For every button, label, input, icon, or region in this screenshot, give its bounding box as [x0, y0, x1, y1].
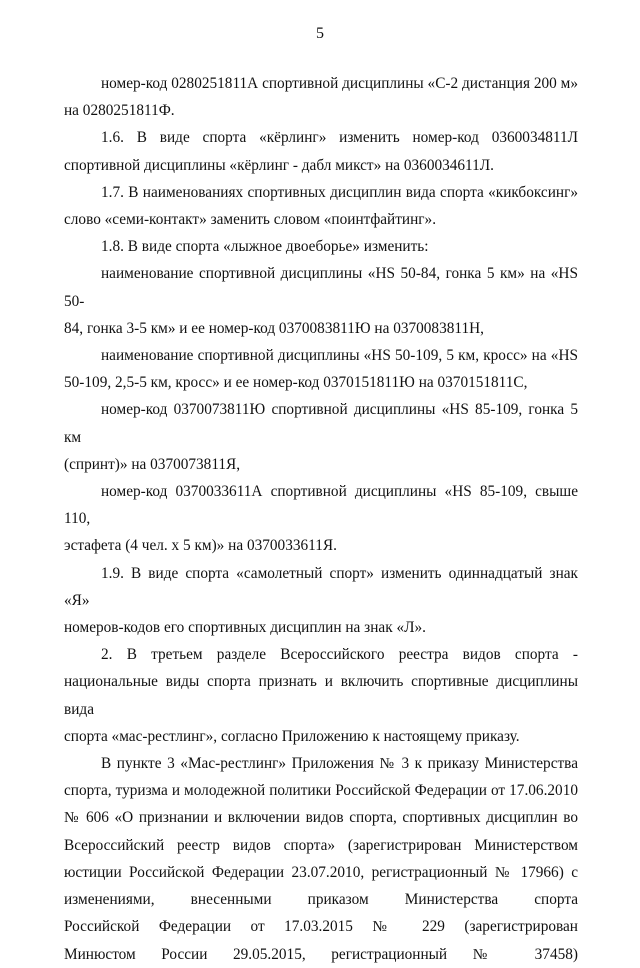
text-line: наименование спортивной дисциплины «HS 50-109, 5 км, кросс» на «HS — [101, 347, 578, 365]
text-line: спорта, туризма и молодежной политики Российской Федерации от 17.06.2010 — [64, 782, 578, 800]
text-line: номер-код 0370033611А спортивной дисциплины «HS 85-109, свыше 110, — [64, 483, 578, 528]
text-line: (спринт)» на 0370073811Я, — [64, 455, 241, 473]
paragraph-1-8-nordic-combined — [64, 233, 578, 260]
text-line: спорта «мас-рестлинг», согласно Приложению к настоящему приказу. — [64, 727, 520, 745]
text-line: эстафета (4 чел. х 5 км)» на 0370033611Я. — [64, 537, 337, 555]
paragraph-1-6-curling — [64, 124, 578, 178]
text-line: 1.6. В виде спорта «кёрлинг» изменить номер-код 0360034811Л — [101, 129, 578, 147]
text-line: юстиции Российской Федерации 23.07.2010, регистрационный № 17966) с — [64, 863, 578, 881]
text-line: 1.7. В наименованиях спортивных дисциплин вида спорта «кикбоксинг» — [101, 183, 578, 201]
text-line: спортивной дисциплины «кёрлинг - дабл микст» на 0360034611Л. — [64, 156, 494, 174]
paragraph-hs-85-109-relay — [64, 478, 578, 560]
paragraph-hs-50-109 — [64, 342, 578, 396]
text-line: изменениями, внесенными приказом Министерства спорта — [64, 891, 578, 909]
paragraph-1-9-aircraft-sport — [64, 560, 578, 642]
paragraph-kayak-code — [64, 70, 578, 124]
text-line: 2. В третьем разделе Всероссийского реестра видов спорта - — [101, 646, 578, 664]
text-line: номер-код 0280251811А спортивной дисциплины «С-2 дистанция 200 м» — [101, 75, 578, 92]
text-line: Всероссийский реестр видов спорта» (зарегистрирован Министерством — [64, 836, 578, 854]
text-line: Российской Федерации от 17.03.2015 № 229 (зарегистрирован — [64, 918, 578, 936]
text-line: на 0280251811Ф. — [64, 102, 175, 120]
page-number: 5 — [316, 25, 324, 42]
text-line: номер-код 0370073811Ю спортивной дисциплины «HS 85-109, гонка 5 км — [64, 401, 578, 446]
paragraph-hs-85-109-sprint — [64, 396, 578, 478]
text-line: 84, гонка 3-5 км» и ее номер-код 0370083811Ю на 0370083811Н, — [64, 319, 484, 337]
text-line: В пункте 3 «Мас-рестлинг» Приложения № 3 к приказу Министерства — [101, 755, 578, 773]
text-line: номеров-кодов его спортивных дисциплин на знак «Л». — [64, 619, 426, 637]
text-line: Минюстом России 29.05.2015, регистрационный № 37458) — [64, 945, 578, 963]
document-body — [64, 70, 578, 968]
text-line: 1.8. В виде спорта «лыжное двоеборье» изменить: — [101, 238, 429, 256]
text-line: 50-109, 2,5-5 км, кросс» и ее номер-код 0370151811Ю на 0370151811С, — [64, 374, 528, 392]
text-line: № 606 «О признании и включении видов спорта, спортивных дисциплин во — [64, 809, 578, 827]
text-line: национальные виды спорта признать и включить спортивные дисциплины вида — [64, 673, 578, 718]
paragraph-hs-50-84 — [64, 260, 578, 342]
paragraph-mas-wrestling-point-3 — [64, 750, 578, 968]
paragraph-2-national-sports — [64, 641, 578, 750]
text-line: наименование спортивной дисциплины «HS 50-84, гонка 5 км» на «HS 50- — [64, 265, 578, 310]
text-line: слово «семи-контакт» заменить словом «поинтфайтинг». — [64, 211, 437, 229]
text-line: 1.9. В виде спорта «самолетный спорт» изменить одиннадцатый знак «Я» — [64, 564, 578, 609]
paragraph-1-7-kickboxing — [64, 179, 578, 233]
